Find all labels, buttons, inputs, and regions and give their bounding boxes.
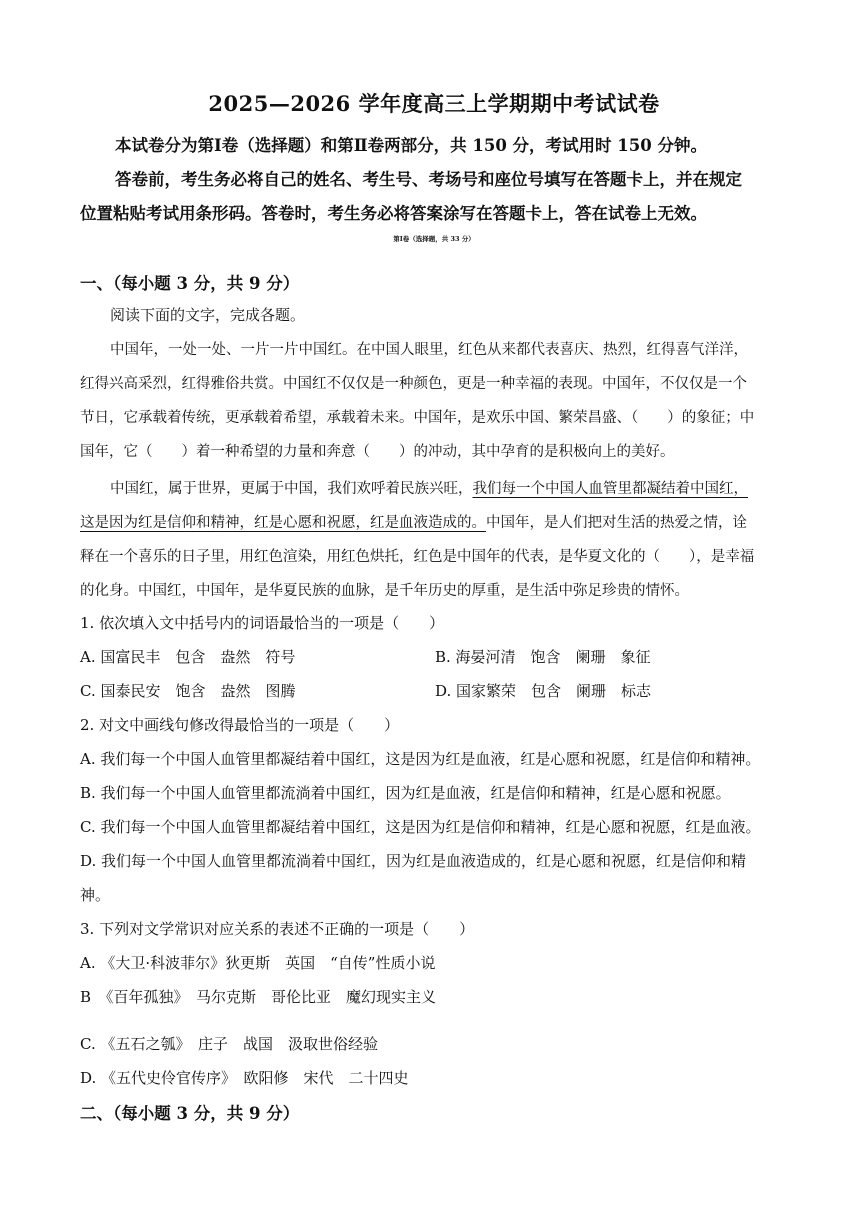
underlined-sentence-part-2: 这是因为红是信仰和精神，红是心愿和祝愿，红是血液造成的。 xyxy=(80,515,486,531)
question-3-option-c[interactable]: C. 《五石之瓠》 庄子 战国 汲取世俗经验 xyxy=(80,1035,378,1053)
question-3-option-d[interactable]: D. 《五代史伶官传序》 欧阳修 宋代 二十四史 xyxy=(80,1069,409,1087)
section2-heading: 二、（每小题 3 分，共 9 分） xyxy=(80,1104,300,1123)
question-2-option-c[interactable]: C. 我们每一个中国人血管里都凝结着中国红，这是因为红是信仰和精神，红是心愿和祝愿，红是血液。 xyxy=(80,818,761,836)
passage2-line-1 xyxy=(110,477,748,498)
question-1-option-d[interactable]: D. 国家繁荣 包含 阑珊 标志 xyxy=(435,682,652,700)
question-3-option-a[interactable]: A. 《大卫·科波菲尔》狄更斯 英国 “自传”性质小说 xyxy=(80,954,436,972)
exam-title: 2025—2026 学年度高三上学期期中考试试卷 xyxy=(208,91,660,116)
passage-line-1: 中国年，一处一处、一片一片中国红。在中国人眼里，红色从来都代表喜庆、热烈，红得喜气洋洋， xyxy=(110,342,748,358)
exam-intro-line-2: 答卷前，考生务必将自己的姓名、考生号、考场号和座位号填写在答题卡上，并在规定 xyxy=(115,170,742,189)
passage2-text: 中国年，是人们把对生活的热爱之情，诠 xyxy=(486,515,747,531)
question-1-option-a[interactable]: A. 国富民丰 包含 盎然 符号 xyxy=(80,648,296,666)
part1-heading: 第Ⅰ卷（选择题，共 33 分） xyxy=(393,235,475,243)
question-2-option-d-continued: 神。 xyxy=(80,886,111,904)
exam-intro-line-1: 本试卷分为第Ⅰ卷（选择题）和第Ⅱ卷两部分，共 150 分，考试用时 150 分钟。 xyxy=(115,136,707,155)
passage2-text: 中国红，属于世界，更属于中国，我们欢呼着民族兴旺， xyxy=(110,481,473,497)
question-2-option-d[interactable]: D. 我们每一个中国人血管里都流淌着中国红，因为红是血液造成的，红是心愿和祝愿，红是信仰和精 xyxy=(80,852,747,870)
passage-line-4: 国年，它（ ）着一种希望的力量和奔意（ ）的冲动，其中孕育的是积极向上的美好。 xyxy=(80,444,675,460)
passage2-line-4: 的化身。中国红，中国年，是华夏民族的血脉，是千年历史的厚重，是生活中弥足珍贵的情怀。 xyxy=(80,583,689,599)
passage-line-3: 节日，它承载着传统，更承载着希望，承载着未来。中国年，是欢乐中国、繁荣昌盛、（ ）的象征；中 xyxy=(80,410,755,426)
exam-intro-line-3: 位置粘贴考试用条形码。答卷时，考生务必将答案涂写在答题卡上，答在试卷上无效。 xyxy=(80,204,707,223)
question-3-stem: 3. 下列对文学常识对应关系的表述不正确的一项是（ ） xyxy=(80,920,475,938)
question-1-option-c[interactable]: C. 国泰民安 饱含 盎然 图腾 xyxy=(80,682,296,700)
question-2-option-a[interactable]: A. 我们每一个中国人血管里都凝结着中国红，这是因为红是血液，红是心愿和祝愿，红是信仰和精神。 xyxy=(80,750,761,768)
question-3-option-b[interactable]: B 《百年孤独》 马尔克斯 哥伦比亚 魔幻现实主义 xyxy=(80,988,437,1006)
question-2-option-b[interactable]: B. 我们每一个中国人血管里都流淌着中国红，因为红是血液，红是信仰和精神，红是心愿和祝愿。 xyxy=(80,784,731,802)
passage2-line-2 xyxy=(80,511,747,532)
question-2-stem: 2. 对文中画线句修改得最恰当的一项是（ ） xyxy=(80,716,400,734)
passage2-line-3: 释在一个喜乐的日子里，用红色渲染，用红色烘托，红色是中国年的代表，是华夏文化的（ ），是幸福 xyxy=(80,549,755,565)
question-1-stem: 1. 依次填入文中括号内的词语最恰当的一项是（ ） xyxy=(80,614,445,632)
passage-line-2: 红得兴高采烈，红得雅俗共赏。中国红不仅仅是一种颜色，更是一种幸福的表现。中国年，不仅仅是一个 xyxy=(80,376,747,392)
question-1-option-b[interactable]: B. 海晏河清 饱含 阑珊 象征 xyxy=(435,648,651,666)
section1-heading: 一、（每小题 3 分，共 9 分） xyxy=(80,274,300,293)
underlined-sentence-part-1: 我们每一个中国人血管里都凝结着中国红， xyxy=(472,481,748,497)
reading-instruction: 阅读下面的文字，完成各题。 xyxy=(110,306,306,324)
